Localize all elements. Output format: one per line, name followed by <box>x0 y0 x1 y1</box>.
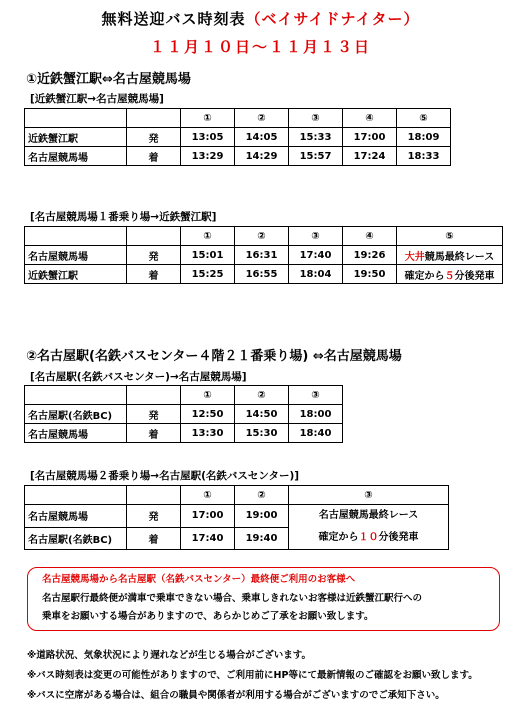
time-cell: 18:40 <box>289 424 343 443</box>
col-header: ③ <box>289 109 343 128</box>
col-header: ② <box>235 227 289 246</box>
table-header-row <box>25 109 451 128</box>
col-header: ② <box>235 109 289 128</box>
col-header: ⑤ <box>397 109 451 128</box>
time-cell: 15:25 <box>181 265 235 284</box>
type-cell: 発 <box>127 505 181 528</box>
s1-table1 <box>24 108 451 166</box>
footnote-2: ※バス時刻表は変更の可能性がありますので、ご利用前にHP等にて最新情報のご確認をお願い致します。 <box>27 670 478 681</box>
time-cell: 15:57 <box>289 147 343 166</box>
type-cell: 着 <box>127 265 181 284</box>
note-line2 <box>289 527 448 549</box>
type-header <box>127 486 181 505</box>
time-cell: 13:30 <box>181 424 235 443</box>
notice-line2: 乗車をお願いする場合がありますので、あらかじめご了承をお願い致します。 <box>42 611 374 622</box>
station-cell: 名古屋駅(名鉄BC) <box>25 527 127 550</box>
table-header-row <box>25 227 503 246</box>
footnote-3: ※バスに空席がある場合は、組合の職員や関係者が利用する場合がございますのでご承知下さい。 <box>27 690 445 701</box>
col-header: ④ <box>343 227 397 246</box>
type-cell: 着 <box>127 527 181 550</box>
time-cell: 14:50 <box>235 405 289 424</box>
notice-box <box>27 567 500 631</box>
note-red: ５ <box>444 270 455 282</box>
corner-cell <box>25 227 127 246</box>
col-header: ⑤ <box>397 227 503 246</box>
station-cell: 近鉄蟹江駅 <box>25 128 127 147</box>
type-cell: 発 <box>127 405 181 424</box>
time-cell: 16:31 <box>235 246 289 265</box>
type-cell: 発 <box>127 128 181 147</box>
s1-table1-label: [近鉄蟹江駅→名古屋競馬場] <box>30 93 164 105</box>
time-cell: 15:30 <box>235 424 289 443</box>
time-cell: 18:33 <box>397 147 451 166</box>
s2-table1-label: [名古屋駅(名鉄バスセンター)→名古屋競馬場] <box>30 371 247 383</box>
note-pre: 確定から <box>404 270 445 282</box>
s2-table2 <box>24 485 449 550</box>
time-cell: 18:09 <box>397 128 451 147</box>
time-cell: 19:00 <box>235 505 289 528</box>
time-cell: 16:55 <box>235 265 289 284</box>
time-cell: 15:01 <box>181 246 235 265</box>
time-cell: 14:05 <box>235 128 289 147</box>
time-cell: 17:24 <box>343 147 397 166</box>
time-cell: 14:29 <box>235 147 289 166</box>
type-header <box>127 109 181 128</box>
col-header: ③ <box>289 386 343 405</box>
station-cell: 名古屋駅(名鉄BC) <box>25 405 127 424</box>
col-header: ① <box>181 227 235 246</box>
s1-table2 <box>24 226 503 284</box>
note-red: １０ <box>358 532 379 543</box>
col-header: ③ <box>289 227 343 246</box>
corner-cell <box>25 109 127 128</box>
time-cell: 15:33 <box>289 128 343 147</box>
note-red: 大井 <box>404 251 425 263</box>
station-cell: 名古屋競馬場 <box>25 147 127 166</box>
note-cell <box>289 505 449 550</box>
table-row <box>25 265 503 284</box>
notice-title: 名古屋競馬場から名古屋駅（名鉄バスセンター）最終便ご利用のお客様へ <box>42 574 356 585</box>
type-header <box>127 227 181 246</box>
s2-table1 <box>24 385 343 443</box>
col-header: ① <box>181 386 235 405</box>
s2-table2-label: [名古屋競馬場２番乗り場→名古屋駅(名鉄バスセンター)] <box>30 470 300 482</box>
table-row <box>25 405 343 424</box>
note-cell <box>397 246 503 265</box>
station-cell: 名古屋競馬場 <box>25 505 127 528</box>
time-cell: 12:50 <box>181 405 235 424</box>
table-header-row <box>25 386 343 405</box>
time-cell: 18:00 <box>289 405 343 424</box>
type-cell: 発 <box>127 246 181 265</box>
time-cell: 19:40 <box>235 527 289 550</box>
note-post: 分後発車 <box>378 532 419 543</box>
note-post: 分後発車 <box>454 270 495 282</box>
corner-cell <box>25 486 127 505</box>
type-cell: 着 <box>127 424 181 443</box>
table-row <box>25 246 503 265</box>
time-cell: 13:05 <box>181 128 235 147</box>
col-header: ④ <box>343 109 397 128</box>
col-header: ① <box>181 109 235 128</box>
time-cell: 19:26 <box>343 246 397 265</box>
page-title <box>0 8 521 29</box>
note-cell <box>397 265 503 284</box>
station-cell: 近鉄蟹江駅 <box>25 265 127 284</box>
col-header: ① <box>181 486 235 505</box>
section1-heading: ①近鉄蟹江駅⇔名古屋競馬場 <box>26 72 191 87</box>
time-cell: 17:00 <box>343 128 397 147</box>
time-cell: 13:29 <box>181 147 235 166</box>
date-range: １１月１０日～１１月１３日 <box>149 38 371 56</box>
table-row <box>25 505 449 528</box>
title-highlight: （ベイサイドナイター） <box>245 10 420 28</box>
time-cell: 17:40 <box>289 246 343 265</box>
time-cell: 17:40 <box>181 527 235 550</box>
time-cell: 17:00 <box>181 505 235 528</box>
col-header: ② <box>235 486 289 505</box>
col-header: ② <box>235 386 289 405</box>
time-cell: 18:04 <box>289 265 343 284</box>
s1-table2-label: [名古屋競馬場１番乗り場→近鉄蟹江駅] <box>30 211 217 223</box>
table-header-row <box>25 486 449 505</box>
type-cell: 着 <box>127 147 181 166</box>
station-cell: 名古屋競馬場 <box>25 424 127 443</box>
note-text: 競馬最終レース <box>424 251 495 263</box>
station-cell: 名古屋競馬場 <box>25 246 127 265</box>
note-pre: 確定から <box>318 532 359 543</box>
table-row <box>25 147 451 166</box>
notice-line1: 名古屋駅行最終便が満車で乗車できない場合、乗車しきれないお客様は近鉄蟹江駅行への <box>42 593 423 604</box>
note-line1: 名古屋競馬最終レース <box>318 510 419 521</box>
section2-heading: ②名古屋駅(名鉄バスセンター４階２１番乗り場) ⇔名古屋競馬場 <box>26 349 402 364</box>
title-main: 無料送迎バス時刻表 <box>101 10 246 28</box>
footnote-1: ※道路状況、気象状況により遅れなどが生じる場合がございます。 <box>27 650 311 661</box>
time-cell: 19:50 <box>343 265 397 284</box>
type-header <box>127 386 181 405</box>
table-row <box>25 128 451 147</box>
table-row <box>25 424 343 443</box>
corner-cell <box>25 386 127 405</box>
col-header: ③ <box>289 486 449 505</box>
